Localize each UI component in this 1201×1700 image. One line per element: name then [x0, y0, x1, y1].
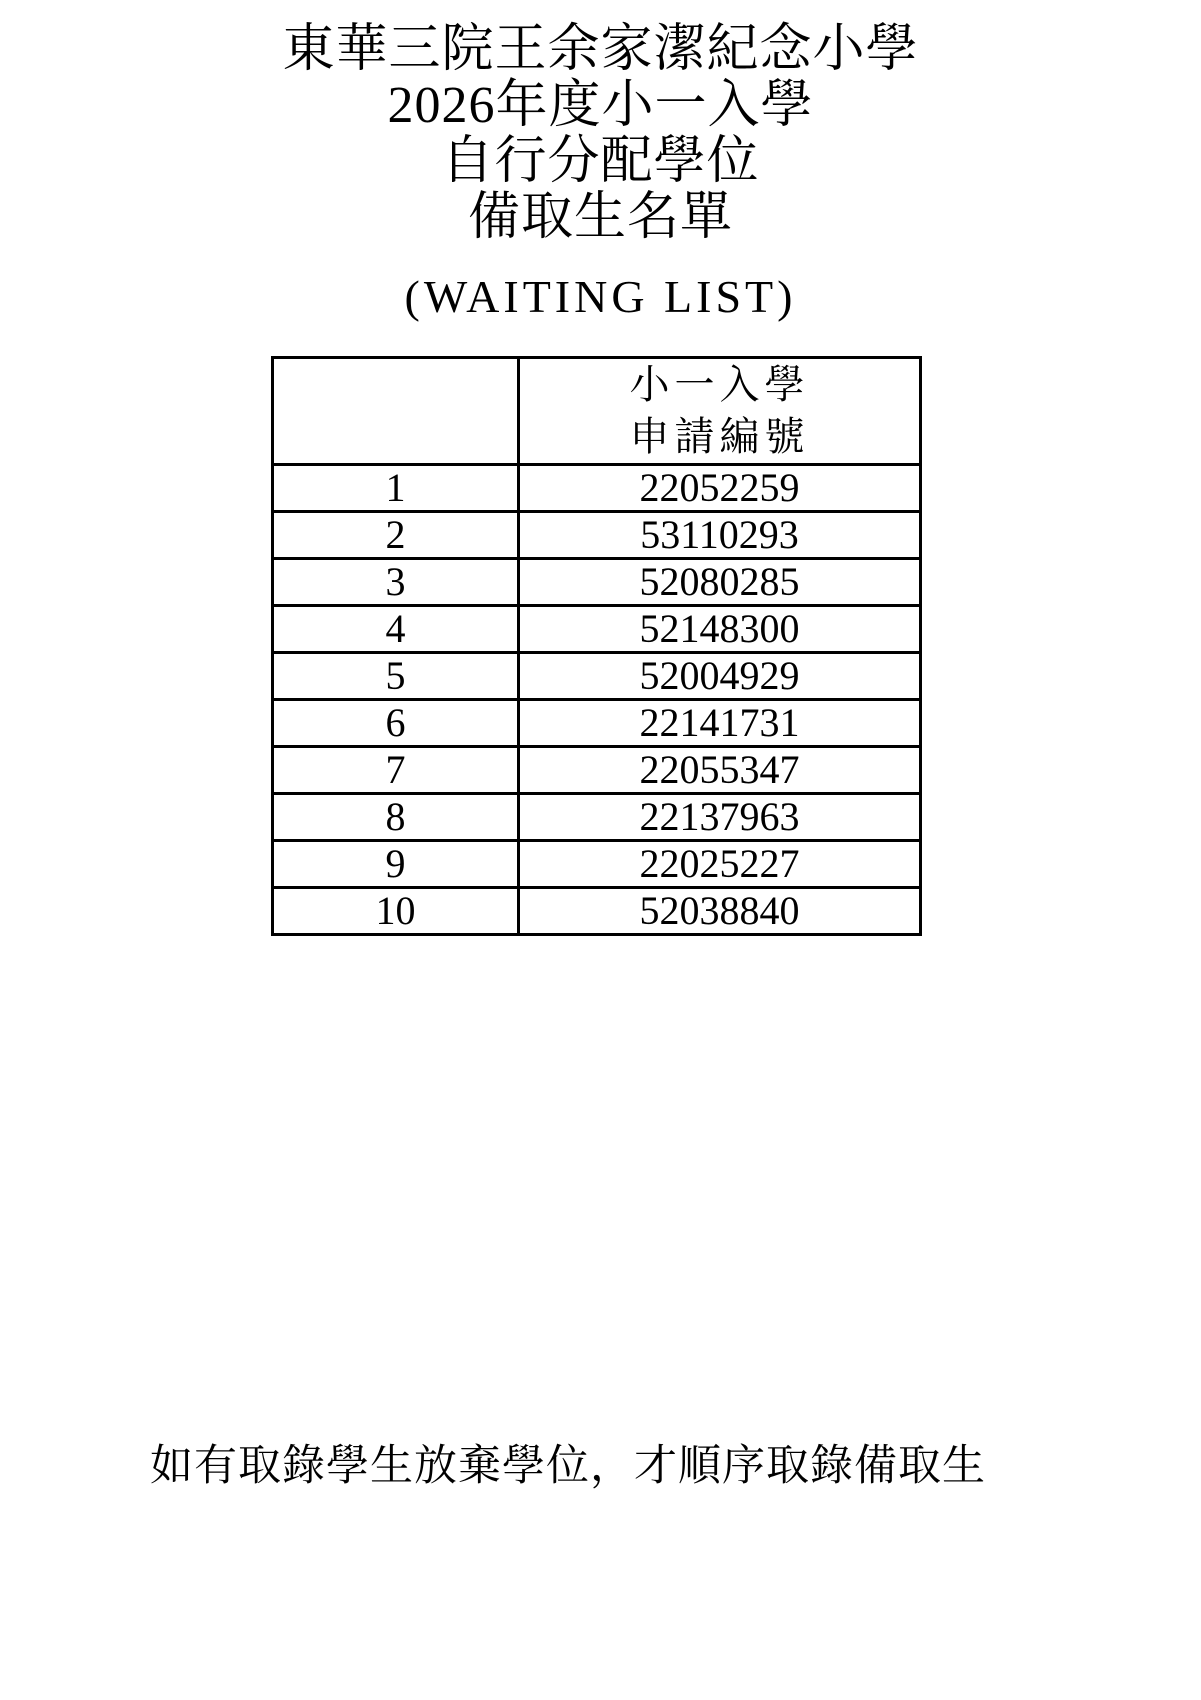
- waiting-list-body: [273, 465, 921, 935]
- rank-cell: 2: [273, 512, 519, 559]
- rank-cell: 7: [273, 747, 519, 794]
- application-number-cell: 52004929: [519, 653, 921, 700]
- waiting-list-subtitle: (WAITING LIST): [404, 271, 797, 322]
- application-number-cell: 22137963: [519, 794, 921, 841]
- table-row: [273, 888, 921, 935]
- waiting-list-table: [271, 356, 922, 936]
- application-number-cell: 52080285: [519, 559, 921, 606]
- application-number-header-line2: 申請編號: [629, 414, 810, 459]
- application-number-cell: 22052259: [519, 465, 921, 512]
- rank-cell: 5: [273, 653, 519, 700]
- table-row: [273, 794, 921, 841]
- application-number-cell: 53110293: [519, 512, 921, 559]
- application-number-header-line1: 小一入學: [629, 362, 810, 407]
- rank-cell: 1: [273, 465, 519, 512]
- header-row: [273, 358, 921, 465]
- rank-cell: 4: [273, 606, 519, 653]
- allocation-stage-line: 自行分配學位: [441, 133, 760, 190]
- table-row: [273, 700, 921, 747]
- footnote: 如有取錄學生放棄學位，才順序取錄備取生: [150, 1443, 986, 1490]
- rank-cell: 8: [273, 794, 519, 841]
- school-name: 東華三院王余家潔紀念小學: [282, 21, 919, 78]
- application-number-cell: 22055347: [519, 747, 921, 794]
- rank-cell: 6: [273, 700, 519, 747]
- table-header: [273, 358, 921, 465]
- application-number-header-cell: [519, 358, 921, 465]
- table-row: [273, 559, 921, 606]
- rank-cell: 3: [273, 559, 519, 606]
- table-row: [273, 747, 921, 794]
- rank-cell: 10: [273, 888, 519, 935]
- table-row: [273, 512, 921, 559]
- application-number-cell: 22025227: [519, 841, 921, 888]
- application-number-cell: 52148300: [519, 606, 921, 653]
- table-row: [273, 606, 921, 653]
- title-block: [0, 0, 1201, 246]
- table-row: [273, 841, 921, 888]
- application-number-cell: 22141731: [519, 700, 921, 747]
- admission-year-line: 2026年度小一入學: [387, 77, 814, 134]
- table-row: [273, 465, 921, 512]
- table-row: [273, 653, 921, 700]
- application-number-cell: 52038840: [519, 888, 921, 935]
- rank-cell: 9: [273, 841, 519, 888]
- list-name-line: 備取生名單: [467, 189, 733, 246]
- rank-header-cell: [273, 358, 519, 465]
